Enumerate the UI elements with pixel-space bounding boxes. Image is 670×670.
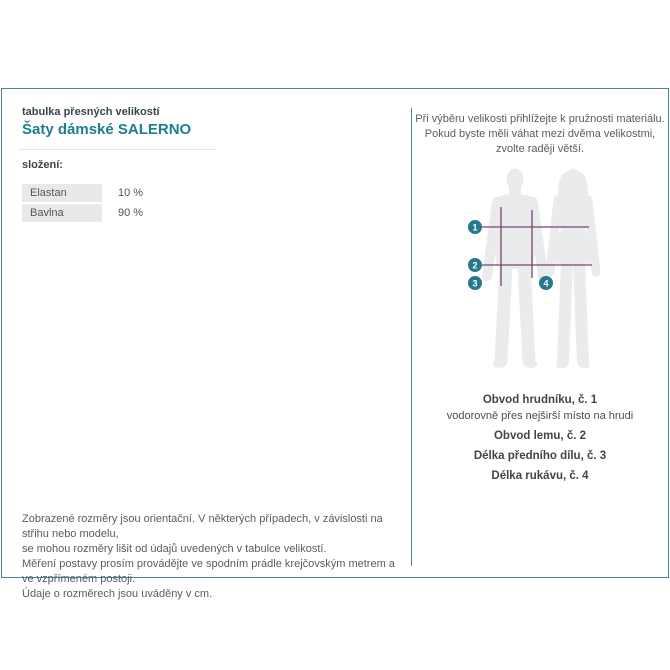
advice-line: zvolte raději větší.: [495, 143, 585, 155]
marker-4-icon: [539, 276, 553, 290]
svg-text:2: 2: [472, 260, 478, 271]
body-measurement-diagram: [445, 164, 670, 374]
measurement-legend: [412, 388, 668, 483]
advice-line: Pokud byste měli váhat mezi dvěma velikostmi,: [424, 128, 656, 140]
size-chart-sheet: [1, 88, 669, 600]
table-row: [22, 204, 143, 222]
material-percent-cell: 10 %: [118, 187, 144, 199]
material-percent-cell: 90 %: [118, 207, 144, 219]
marker-3-icon: [468, 276, 482, 290]
material-name-cell: Elastan: [22, 184, 102, 202]
svg-text:4: 4: [543, 278, 549, 289]
svg-text:1: 1: [472, 222, 478, 233]
disclaimer-line: Zobrazené rozměry jsou orientační. V některých případech, v závislosti na střihu nebo modelu,: [22, 513, 383, 540]
composition-table: [22, 184, 143, 224]
measurement-label: Délka předního dílu, č. 3: [473, 450, 607, 462]
male-silhouette-figure: [487, 169, 543, 369]
measurement-disclaimer: [22, 512, 402, 602]
disclaimer-line: se mohou rozměry lišit od údajů uvedených v tabulce velikostí.: [22, 543, 327, 555]
composition-heading: složení:: [22, 159, 63, 171]
product-title: Šaty dámské SALERNO: [22, 121, 192, 138]
measurement-label: Délka rukávu, č. 4: [491, 470, 589, 482]
measurement-label: Obvod hrudníku, č. 1: [482, 394, 598, 406]
female-silhouette-figure: [550, 169, 596, 369]
disclaimer-line: Měření postavy prosím provádějte ve spodním prádle krejčovským metrem a ve vzpřímeném postoji.: [22, 558, 395, 585]
title-rule: [18, 149, 216, 150]
disclaimer-line: Údaje o rozměrech jsou uváděny v cm.: [22, 588, 213, 600]
advice-line: Při výběru velikosti přihlížejte k pružnosti materiálu.: [415, 113, 665, 125]
marker-1-icon: [468, 220, 482, 234]
sizing-advice-text: [412, 112, 668, 157]
marker-2-icon: [468, 258, 482, 272]
material-name-cell: Bavlna: [22, 204, 102, 222]
measurement-note: vodorovně přes nejširší místo na hrudi: [446, 410, 634, 422]
table-eyebrow-label: tabulka přesných velikostí: [22, 106, 160, 118]
measurement-label: Obvod lemu, č. 2: [493, 430, 587, 442]
sizing-help-panel: [412, 89, 668, 577]
table-row: [22, 184, 143, 202]
svg-text:3: 3: [472, 278, 478, 289]
